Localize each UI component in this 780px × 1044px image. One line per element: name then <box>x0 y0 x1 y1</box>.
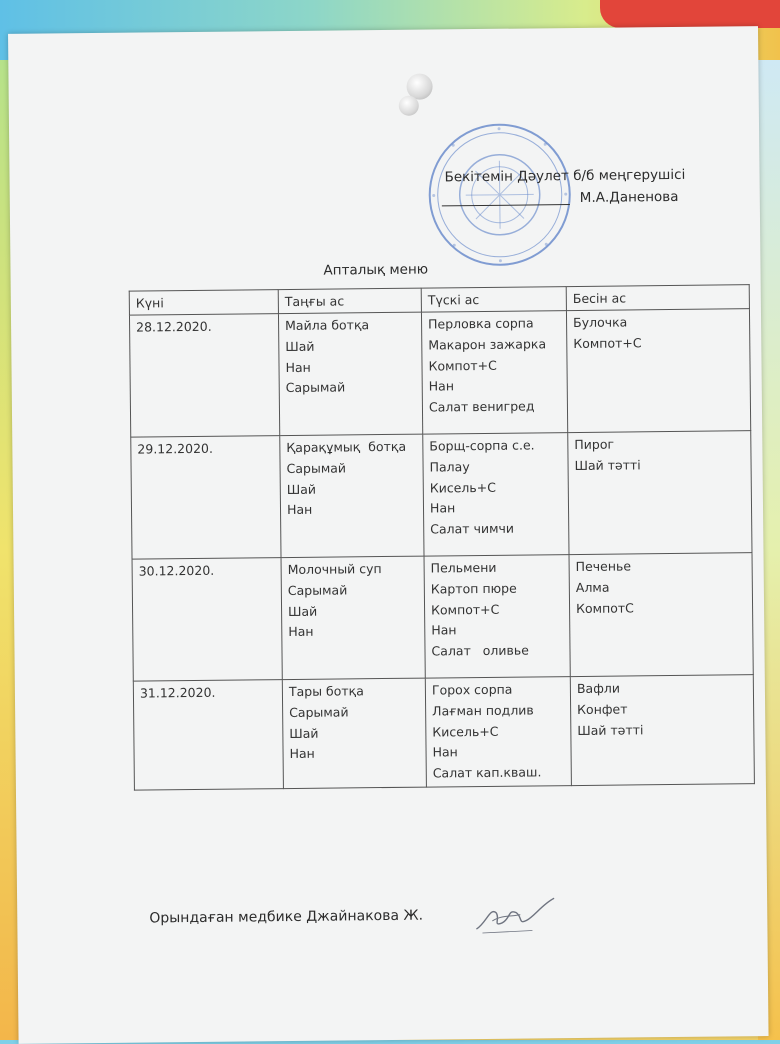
menu-item: Нан <box>289 746 315 762</box>
lunch-cell <box>421 311 567 435</box>
menu-item: Салат кап.кваш. <box>432 764 542 781</box>
table-row <box>132 553 753 681</box>
table-row <box>131 431 752 559</box>
menu-item: Нан <box>428 378 455 394</box>
menu-item: Шай <box>286 481 317 497</box>
table-row <box>129 309 750 437</box>
menu-item: Кисель+С <box>432 723 499 740</box>
approver-name: М.А.Даненова <box>579 188 679 206</box>
menu-item: Майла ботқа <box>285 317 370 334</box>
row-date: 28.12.2020. <box>129 314 279 438</box>
menu-sheet <box>8 26 769 1044</box>
menu-item: Тары ботқа <box>288 683 364 700</box>
menu-item: Палау <box>429 458 470 475</box>
menu-item: Нан <box>285 359 311 375</box>
menu-item: Нан <box>286 502 313 518</box>
official-stamp-icon <box>425 120 575 270</box>
menu-item: Борщ-сорпа с.е. <box>429 437 535 454</box>
menu-item: Макарон зажарка <box>428 336 547 353</box>
menu-item: Пирог <box>574 436 615 453</box>
menu-item: Картоп пюре <box>430 580 517 597</box>
menu-item: Сарымай <box>289 704 349 720</box>
menu-item: Қарақұмық ботқа <box>286 438 407 456</box>
menu-item: Нан <box>431 622 457 638</box>
lunch-cell <box>425 677 571 787</box>
snack-cell <box>570 675 754 786</box>
background-red-decoration <box>600 0 780 28</box>
menu-item: Компот+С <box>430 601 500 618</box>
row-date: 30.12.2020. <box>132 558 282 682</box>
lunch-cell <box>424 555 570 679</box>
breakfast-cell <box>282 678 426 788</box>
menu-item: КомпотС <box>575 599 634 616</box>
menu-item: Салат венигред <box>428 398 535 415</box>
lunch-cell <box>423 433 569 557</box>
snack-cell <box>569 553 753 677</box>
menu-item: Нан <box>432 744 458 760</box>
menu-item: Шай <box>285 338 315 354</box>
menu-item: Компот+С <box>573 335 642 351</box>
header-snack: Бесін ас <box>566 285 749 311</box>
row-date: 29.12.2020. <box>131 436 281 560</box>
header-day: Күні <box>129 290 278 316</box>
snack-cell <box>568 431 752 555</box>
menu-item: Нан <box>429 500 456 516</box>
page-title: Апталық меню <box>323 261 429 279</box>
snack-cell <box>566 309 750 433</box>
menu-item: Молочный суп <box>287 561 382 578</box>
menu-item: Салат оливье <box>431 642 530 659</box>
menu-item: Конфет <box>577 701 628 717</box>
menu-item: Шай <box>288 603 318 619</box>
menu-item: Горох сорпа <box>431 681 513 698</box>
menu-item: Салат чимчи <box>430 520 515 537</box>
menu-item: Шай тәтті <box>574 457 641 473</box>
menu-item: Компот+С <box>428 357 497 374</box>
table-row <box>133 675 754 790</box>
approval-line: Бекітемін Дәулет б/б меңгерушісі <box>444 166 686 186</box>
menu-item: Кисель+С <box>429 479 496 496</box>
nurse-signature-line: Орындаған медбике Джайнакова Ж. <box>149 907 424 927</box>
header-breakfast: Таңғы ас <box>278 288 421 313</box>
menu-item: Перловка сорпа <box>428 315 534 332</box>
menu-item: Печенье <box>575 558 632 575</box>
menu-item: Вафли <box>576 680 621 697</box>
breakfast-cell <box>281 556 425 679</box>
menu-item: Нан <box>288 624 314 640</box>
menu-item: Шай тәтті <box>577 721 644 738</box>
breakfast-cell <box>280 434 424 557</box>
handwritten-signature-icon <box>472 892 562 939</box>
menu-item: Сарымай <box>285 379 346 396</box>
menu-item: Пельмени <box>430 559 497 576</box>
menu-item: Булочка <box>572 314 628 331</box>
breakfast-cell <box>278 312 422 435</box>
menu-item: Шай <box>289 725 319 741</box>
row-date: 31.12.2020. <box>133 680 283 791</box>
menu-item: Сарымай <box>286 460 347 476</box>
weekly-menu-table <box>129 284 755 790</box>
header-lunch: Түскі ас <box>421 287 566 313</box>
pushpin-icon-small <box>399 96 419 116</box>
menu-item: Лағман подлив <box>432 702 534 719</box>
menu-item: Сарымай <box>287 582 348 598</box>
menu-item: Алма <box>575 579 610 595</box>
